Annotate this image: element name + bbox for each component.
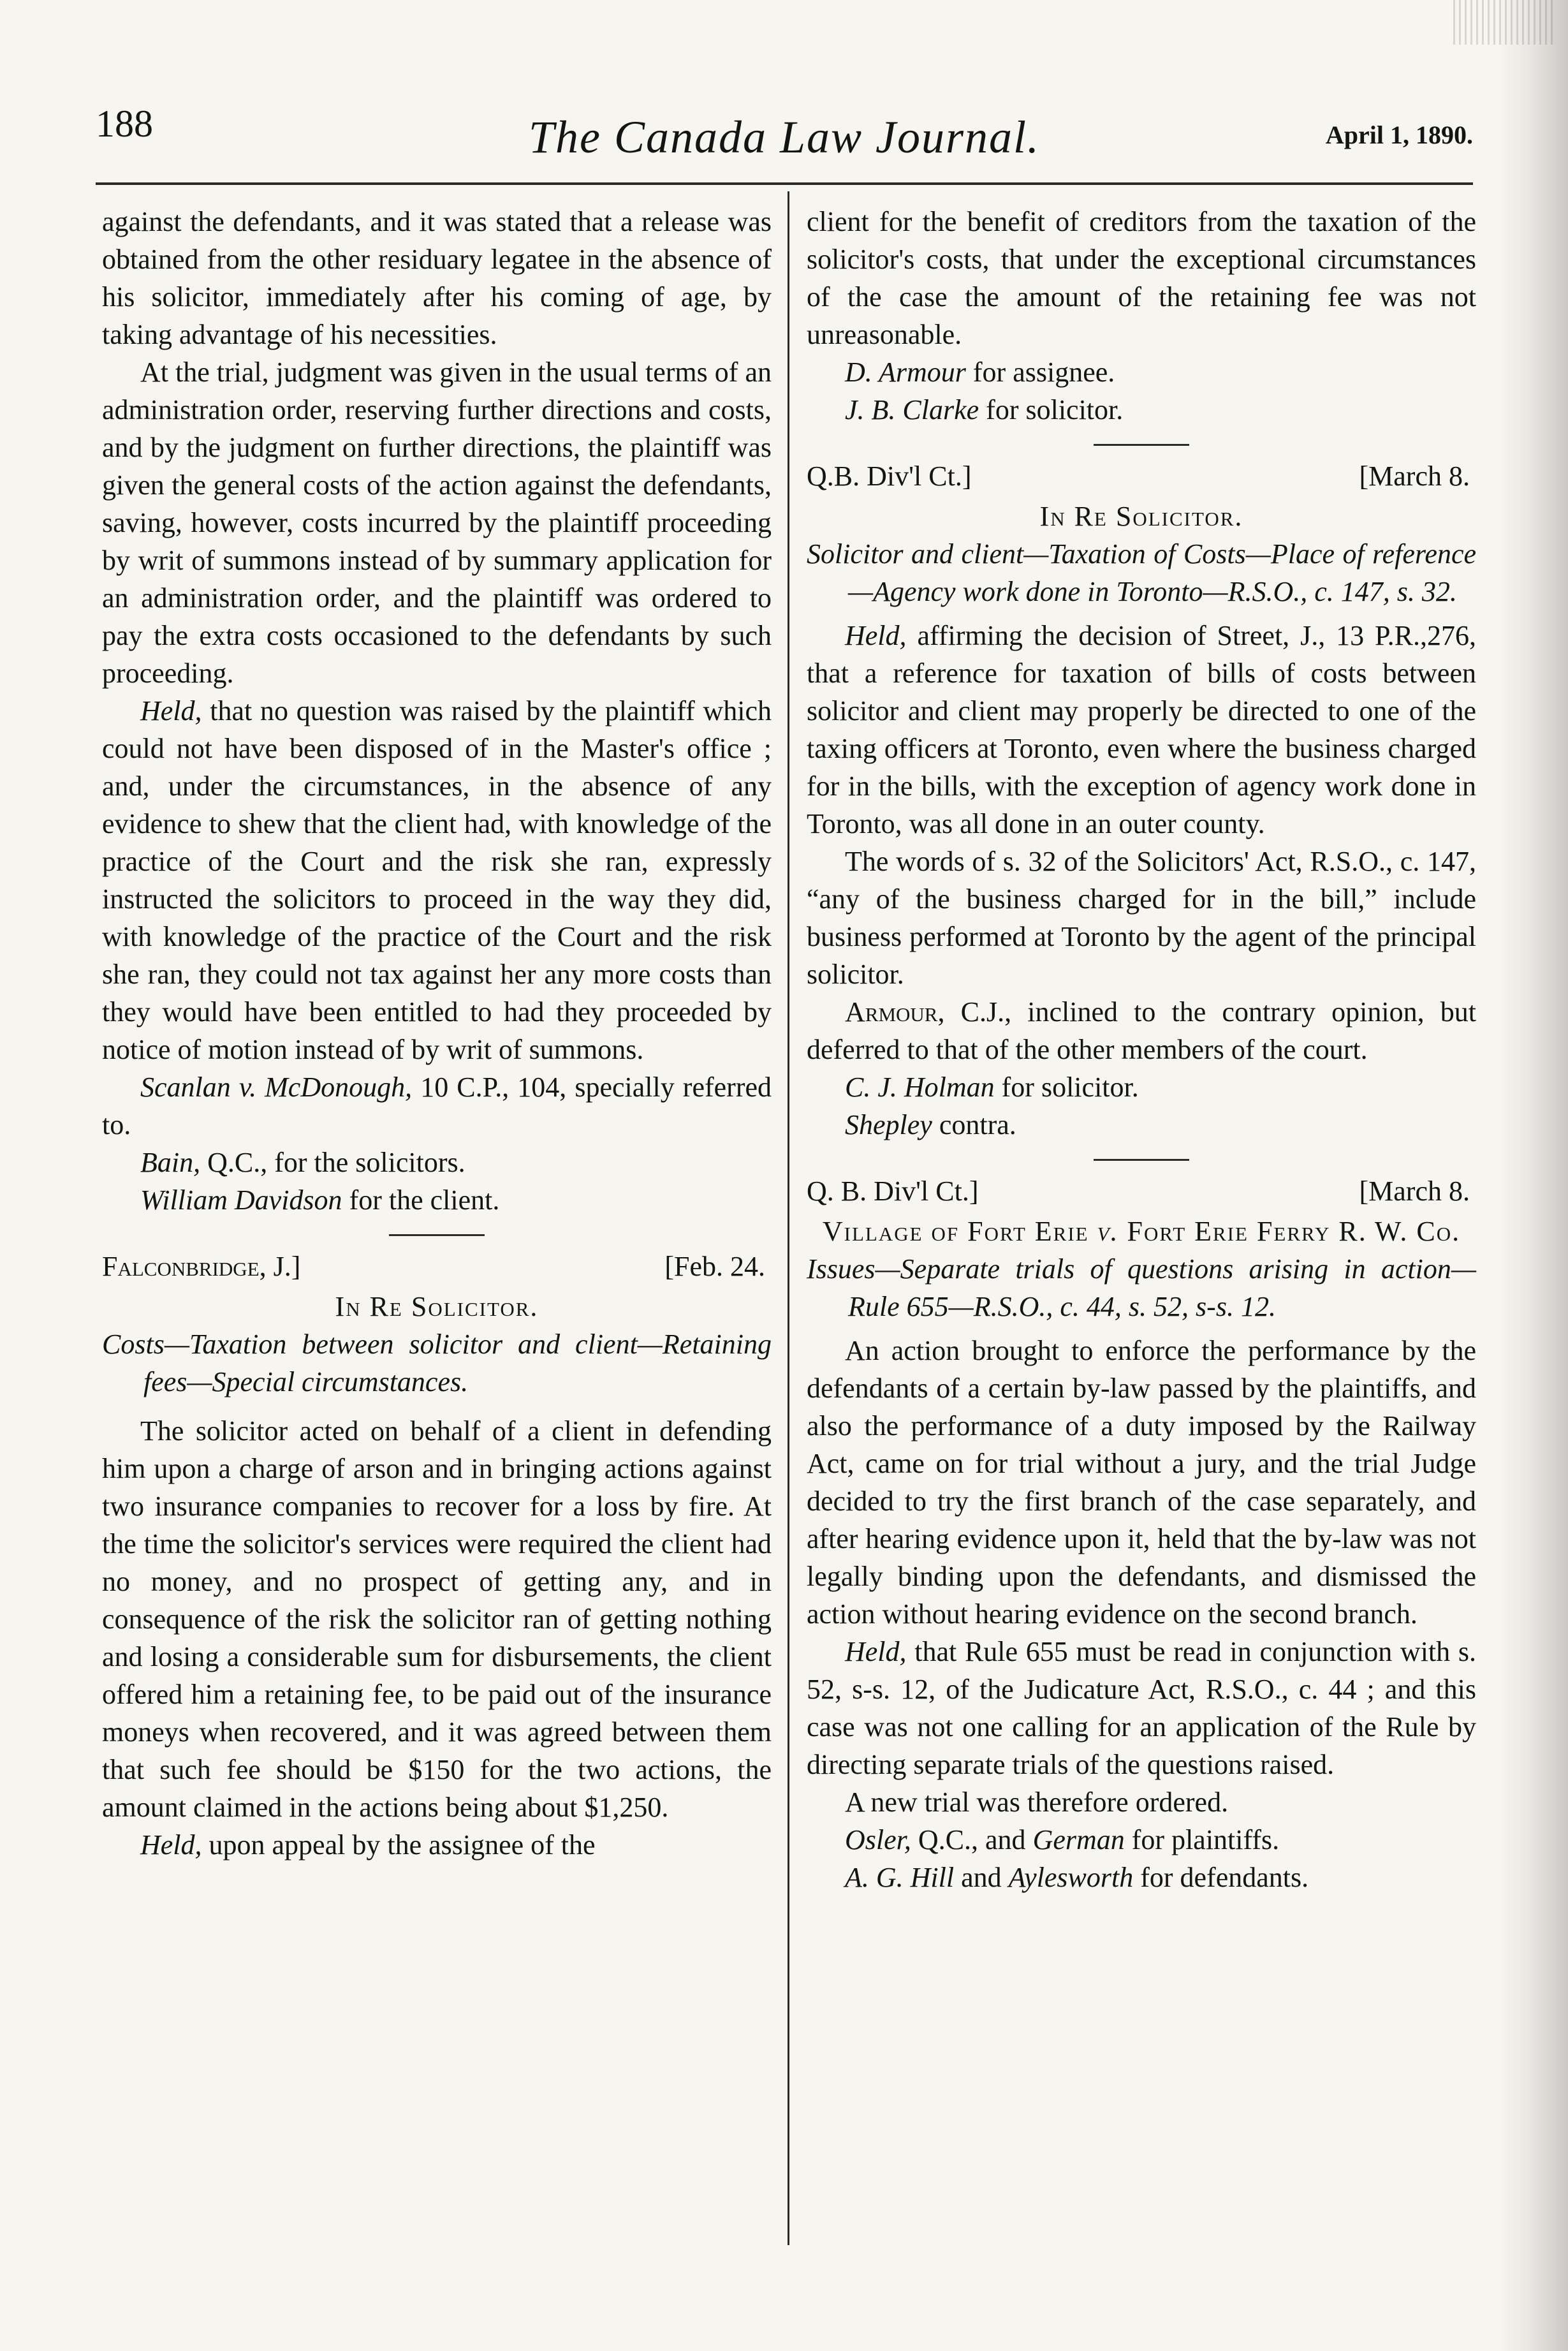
paragraph [102,1826,772,1864]
counsel-role: for solicitor. [979,394,1124,425]
counsel-text: Q.C., and [911,1824,1033,1855]
case-citation [102,1068,772,1144]
decision-date: [March 8. [1359,461,1470,492]
counsel-name: German [1032,1824,1125,1855]
counsel-role: for assignee. [965,357,1115,388]
paragraph-text: upon appeal by the assignee of the [201,1829,596,1861]
counsel-line [807,391,1476,429]
paragraph: The solicitor acted on behalf of a client in defending him upon a charge of arson and in bringing actions against two insurance companies to recover for a loss by fire. At the time the solicitor's services were required the client had no money, and no prospect of getting any, and in consequence of the risk the solicitor ran of getting nothing and losing a considerable sum for disbursements, the client offered him a retaining fee, to be paid out of the insurance moneys when recovered, and it was agreed between them that such fee should be $150 for the two actions, the amount claimed in the actions being about $1,250. [102,1415,772,1823]
right-column [807,203,1476,1896]
paragraph: client for the benefit of creditors from the taxation of the solicitor's costs, that under the exceptional circumstances of the case the amount of the retaining fee was not unreasonable. [807,206,1476,350]
court-line [102,1248,772,1285]
headnote: Solicitor and client—Taxation of Costs—Place of reference—Agency work done in Toronto—R.S.O., c. 147, s. 32. [807,538,1476,607]
case-separator [1094,1159,1189,1161]
party-plaintiff: Village of Fort Erie [822,1216,1089,1247]
case-title: In Re Solicitor. [335,1291,539,1322]
headnote: Issues—Separate trials of questions arising in action—Rule 655—R.S.O., c. 44, s. 52, s-s. 12. [807,1253,1476,1322]
paragraph-text: that Rule 655 must be read in conjunction with s. 52, s-s. 12, of the Judicature Act, R.S.O., c. 44 ; and this case was not one calling for an application of the Rule by directing separate trials of the questions raised. [807,1636,1476,1780]
court-line [807,457,1476,495]
counsel-role: Q.C., for the solicitors. [200,1147,465,1178]
case-title [807,1212,1476,1250]
page-edge-shadow [1498,0,1568,2351]
court-name: Falconbridge, J.] [102,1251,301,1282]
case-separator [1094,444,1189,446]
counsel-line [807,1821,1476,1859]
court-name: Q.B. Div'l Ct.] [807,461,972,492]
paragraph-text: affirming the decision of Street, J., 13 P.R.,276, that a reference for taxation of bills of costs between solicitor and client may properly be directed to one of the taxing officers at Toronto, even where the business charged for in the bills, with the exception of agency work done in Toronto, was all done in an outer county. [807,620,1476,839]
issue-date: April 1, 1890. [1325,121,1473,149]
paragraph [807,993,1476,1068]
counsel-name: C. J. Holman [845,1072,995,1103]
paragraph: An action brought to enforce the performance by the defendants of a certain by-law passed by the plaintiffs, and also the performance of a duty imposed by the Railway Act, came on for trial without a jury, and the trial Judge decided to try the first branch of the case separately, and after hearing evidence upon it, held that the by-law was not legally binding upon the defendants, and dismissed the action without hearing evidence on the second branch. [807,1335,1476,1630]
held-label: Held, [845,1636,907,1667]
counsel-role: for the client. [342,1184,500,1216]
counsel-name: Shepley [845,1109,932,1140]
paragraph [807,1633,1476,1783]
paragraph [102,692,772,1068]
page-number: 188 [96,103,153,145]
header-rule [96,182,1473,185]
paragraph: against the defendants, and it was stated that a release was obtained from the other residuary legatee in the absence of his solicitor, immediately after his coming of age, by taking advantage of his necessities. [102,206,772,350]
counsel-line [807,353,1476,391]
citation-text: 10 C.P., 104, specially referred to. [102,1072,772,1140]
paragraph: At the trial, judgment was given in the usual terms of an administration order, reserving further directions and costs, and by the judgment on further directions, the plaintiff was given the general costs of the action against the defendants, saving, however, costs incurred by the plaintiff proceeding by writ of summons instead of by summary application for an administration order, and the plaintiff was ordered to pay the extra costs occasioned to the defendants by such proceeding. [102,357,772,689]
counsel-role: contra. [932,1109,1016,1140]
counsel-name: Osler, [845,1824,911,1855]
counsel-line [807,1106,1476,1144]
counsel-line [807,1859,1476,1896]
case-separator [389,1234,485,1236]
cited-case: Scanlan v. McDonough, [140,1072,413,1103]
held-label: Held, [140,695,202,726]
decision-date: [March 8. [1359,1176,1470,1207]
paragraph: The words of s. 32 of the Solicitors' Act, R.S.O., c. 147, “any of the business charged for in the bill,” include business performed at Toronto by the agent of the principal solicitor. [807,846,1476,990]
counsel-role: for defendants. [1133,1862,1309,1893]
left-column [102,203,772,1864]
court-name: Q. B. Div'l Ct.] [807,1176,979,1207]
held-label: Held, [845,620,907,651]
counsel-role: for plaintiffs. [1124,1824,1280,1855]
counsel-name: J. B. Clarke [845,394,979,425]
counsel-name: Bain, [140,1147,201,1178]
headnote: Costs—Taxation between solicitor and client—Retaining fees—Special circumstances. [102,1329,772,1397]
paragraph [807,617,1476,843]
counsel-text: and [954,1862,1009,1893]
judge-name: Armour, C.J., [845,996,1012,1028]
paragraph-text: that no question was raised by the plaintiff which could not have been disposed of in the Master's office ; and, under the circumstances, in the absence of any evidence to shew that the client had, with knowledge of the practice of the Court and the risk she ran, expressly instructed the solicitors to proceed in the way they did, with knowledge of the practice of the Court and the risk she ran, they could not tax against her any more costs than they would have been entitled to had they proceeded by notice of motion instead of by writ of summons. [102,695,772,1065]
party-defendant: Fort Erie Ferry R. W. Co. [1127,1216,1461,1247]
counsel-name: A. G. Hill [845,1862,955,1893]
decision-date: [Feb. 24. [664,1251,765,1282]
counsel-name: D. Armour [845,357,966,388]
counsel-name: William Davidson [140,1184,342,1216]
counsel-role: for solicitor. [994,1072,1139,1103]
counsel-name: Aylesworth [1008,1862,1134,1893]
held-label: Held, [140,1829,202,1861]
case-title: In Re Solicitor. [1039,501,1243,532]
counsel-line [102,1181,772,1219]
counsel-line [102,1144,772,1181]
column-divider [788,191,789,2245]
paragraph: A new trial was therefore ordered. [845,1787,1229,1818]
counsel-line [807,1068,1476,1106]
paragraph-text: inclined to the contrary opinion, but deferred to that of the other members of the court. [807,996,1476,1065]
versus: v. [1088,1216,1127,1247]
court-line [807,1172,1476,1210]
journal-title: The Canada Law Journal. [528,112,1041,163]
